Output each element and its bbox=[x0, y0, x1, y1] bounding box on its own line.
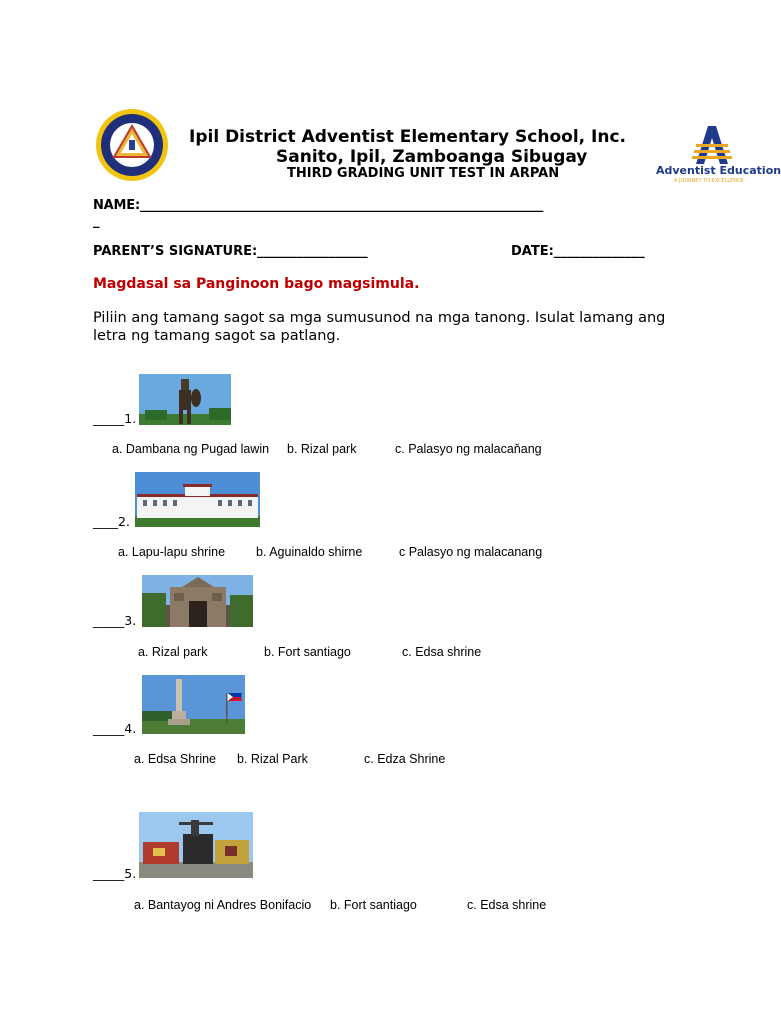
question-5-image bbox=[139, 812, 253, 878]
school-name: Ipil District Adventist Elementary School, Inc. bbox=[189, 127, 626, 147]
date-field: DATE:______________ bbox=[511, 244, 645, 259]
seal-text bbox=[0, 0, 1, 1]
option-3a: a. Rizal park bbox=[138, 645, 208, 659]
name-field: NAME:________________________________________________________________ bbox=[93, 198, 544, 213]
question-2-image bbox=[135, 472, 260, 527]
option-1c: c. Palasyo ng malacaňang bbox=[395, 442, 542, 456]
option-3b: b. Fort santiago bbox=[264, 645, 351, 659]
name-field-overflow: _ bbox=[93, 214, 100, 229]
option-2c: c Palasyo ng malacanang bbox=[399, 545, 543, 559]
instructions: Piliin ang tamang sagot sa mga sumusunod na mga tanong. Isulat lamang ang letra ng tamang sagot sa patlang. bbox=[93, 310, 666, 344]
option-3c: c. Edsa shrine bbox=[402, 645, 482, 659]
option-4c: c. Edza Shrine bbox=[364, 752, 446, 766]
option-4a: a. Edsa Shrine bbox=[134, 752, 216, 766]
school-address: Sanito, Ipil, Zamboanga Sibugay bbox=[276, 147, 588, 167]
option-2a: a. Lapu-lapu shrine bbox=[118, 545, 226, 559]
school-seal bbox=[93, 108, 171, 182]
logo-name: Adventist Education bbox=[656, 164, 781, 177]
answer-blank-3[interactable]: _____3. bbox=[93, 613, 137, 628]
option-1a: a. Dambana ng Pugad lawin bbox=[112, 442, 270, 456]
answer-blank-2[interactable]: ____2. bbox=[93, 514, 130, 529]
question-4-image bbox=[142, 675, 245, 734]
option-5b: b. Fort santiago bbox=[330, 898, 417, 912]
option-1b: b. Rizal park bbox=[287, 442, 357, 456]
question-3-image bbox=[142, 575, 253, 627]
option-5a: a. Bantayog ni Andres Bonifacio bbox=[134, 898, 312, 912]
question-1-image bbox=[139, 374, 231, 425]
option-2b: b. Aguinaldo shirne bbox=[256, 545, 363, 559]
answer-blank-5[interactable]: _____5. bbox=[93, 866, 137, 881]
option-5c: c. Edsa shrine bbox=[467, 898, 547, 912]
adventist-education-logo bbox=[656, 124, 781, 186]
parent-signature-field: PARENT’S SIGNATURE:_________________ bbox=[93, 244, 368, 259]
logo-tagline: A JOURNEY TO EXCELLENCE bbox=[674, 178, 744, 184]
answer-blank-4[interactable]: _____4. bbox=[93, 721, 137, 736]
option-4b: b. Rizal Park bbox=[237, 752, 308, 766]
answer-blank-1[interactable]: _____1. bbox=[93, 411, 137, 426]
prayer-line: Magdasal sa Panginoon bago magsimula. bbox=[93, 276, 420, 292]
test-title: THIRD GRADING UNIT TEST IN ARPAN bbox=[287, 166, 560, 181]
